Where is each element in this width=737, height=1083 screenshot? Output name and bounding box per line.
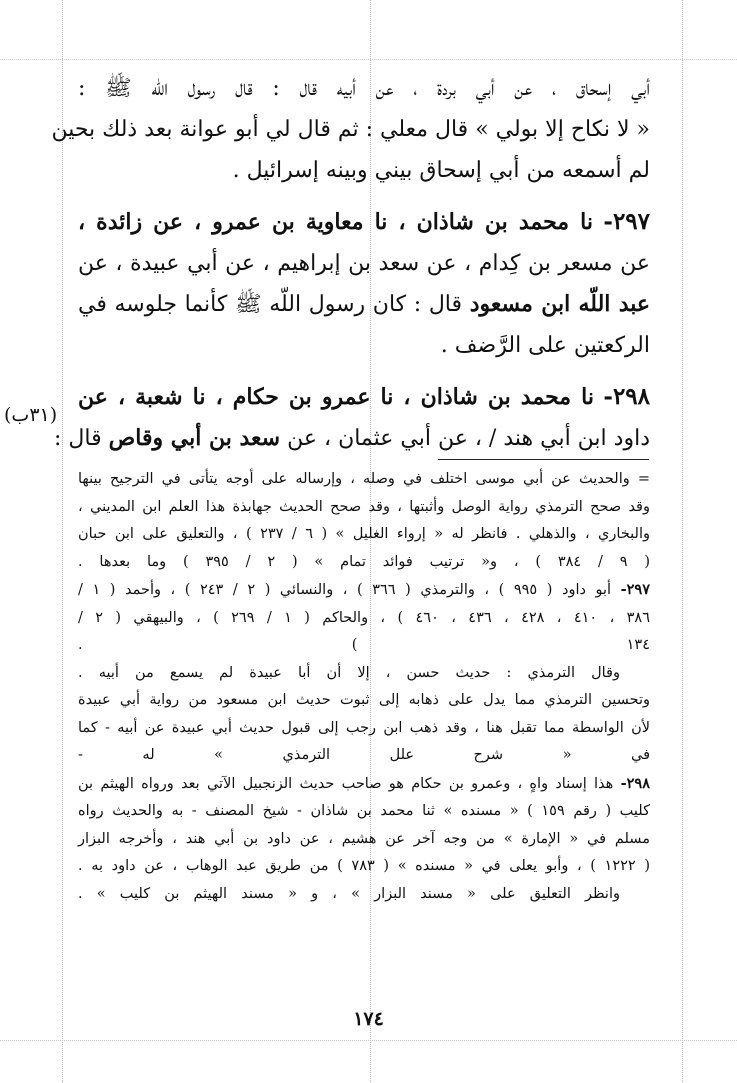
footnotes [78,466,650,908]
text-line: داود ابن أبي هند / ، عن أبي عثمان ، عن سعد بن أبي وقاص قال : [54,425,650,451]
main-text [51,68,651,459]
footnote-line: مسلم في « الإمارة » من وجه آخر عن هشيم ، عن داود بن أبي هند ، وأخرجه البزار [78,830,650,847]
footnote-line: لأن الواسطة مما تقبل هنا ، وقد ذهب ابن رجب إلى قبول حديث أبي عبيدة عن أبيه - كما [78,719,650,736]
footnote-line: ( ١٢٢٢ ) ، وأبو يعلى في « مسنده » ( ٧٨٣ ) من طريق عبد الوهاب ، عن داود به . [78,858,650,874]
footnote-line: ( ٩ / ٣٨٤ ) ، و« ترتيب فوائد تمام » ( ٢ / ٣٩٥ ) وما بعدها . [78,553,651,570]
hadith-298-line: ٢٩٨- نا محمد بن شاذان ، نا عمرو بن حكام ، نا شعبة ، عن [78,383,650,410]
text-line: لم أسمعه من أبي إسحاق بيني وبينه إسرائيل . [232,158,650,183]
footnote-number: ٢٩٧- [620,581,651,598]
footnote-line: كليب ( رقم ١٥٩ ) « مسنده » ثنا محمد بن شاذان - شيخ المصنف - به والحديث رواه [78,803,650,819]
hadith-297-line: ٢٩٧- نا محمد بن شاذان ، نا معاوية بن عمرو ، عن زائدة ، [78,208,650,235]
text-line: عبد اللّه ابن مسعود قال : كان رسول اللّه ﷺ كأنما جلوسه في [78,291,651,317]
footnote-line: ٣٨٦ ، ٤١٠ ، ٤٢٨ ، ٤٣٦ ، ٤٦٠ ) ، والحاكم ( ١ / ٢٦٩ ) ، والبيهقي ( ٢ / [78,609,650,626]
footnote-line: في « شرح علل الترمذي » له - [78,747,650,763]
footnote-line: وقد صحح الترمذي رواية الوصل وأثبتها ، وقد صحح الحديث جهابذة هذا العلم ابن المديني ، [78,498,650,515]
hadith-number: ٢٩٨- [603,383,650,410]
guide-line [682,0,683,1083]
footnote-line: ١٣٤ ) . [78,637,650,653]
text-line: عن مسعر بن كِدام ، عن سعد بن إبراهيم ، عن أبي عبيدة ، عن [78,251,650,276]
text-line: « لا نكاح إلا بولي » قال معلي : ثم قال لي أبو عوانة بعد ذلك بحين [51,117,650,142]
text-line: أبي إسحاق ، عن أبي بردة ، عن أبيه قال : قال رسول اللّه ﷺ : [78,76,650,101]
guide-line [62,0,63,1083]
footnote-line: = والحديث عن أبي موسى اختلف في وصله ، وإرساله على أوجه يتأتى في الترجيح بينها [78,471,650,487]
manuscript-folio-note: (٣١ب) [4,404,58,426]
guide-line [0,59,737,60]
text-line: الركعتين على الرَّضف . [440,333,650,358]
hadith-number: ٢٩٧- [603,208,650,235]
footnote-line: والبخاري ، والذهلي . فانظر له « إرواء الغليل » ( ٦ / ٢٣٧ ) ، والتعليق على ابن حبان [78,526,651,542]
footnote-297: ٢٩٧- أبو داود ( ٩٩٥ ) ، والترمذي ( ٣٦٦ ) ، والنسائي ( ٢ / ٢٤٣ ) ، وأحمد ( ١ / [78,581,651,598]
footnote-separator [438,459,649,460]
guide-line [0,1040,737,1041]
page-number: ١٧٤ [353,1008,384,1030]
footnote-line: وانظر التعليق على « مسند البزار » ، و « مسند الهيثم بن كليب » . [78,885,620,902]
footnote-number: ٢٩٨- [620,774,651,792]
footnote-line: وتحسين الترمذي مما يدل على ذهابه إلى ثبوت حديث ابن مسعود من رواية أبي عبيدة [78,692,650,708]
footnote-line: وقال الترمذي : حديث حسن ، إلا أن أبا عبيدة لم يسمع من أبيه . [78,664,620,681]
footnote-298: ٢٩٨- هذا إسناد واهٍ ، وعمرو بن حكام هو صاحب حديث الزنجبيل الآتي بعد ورواه الهيثم بن [78,774,651,792]
